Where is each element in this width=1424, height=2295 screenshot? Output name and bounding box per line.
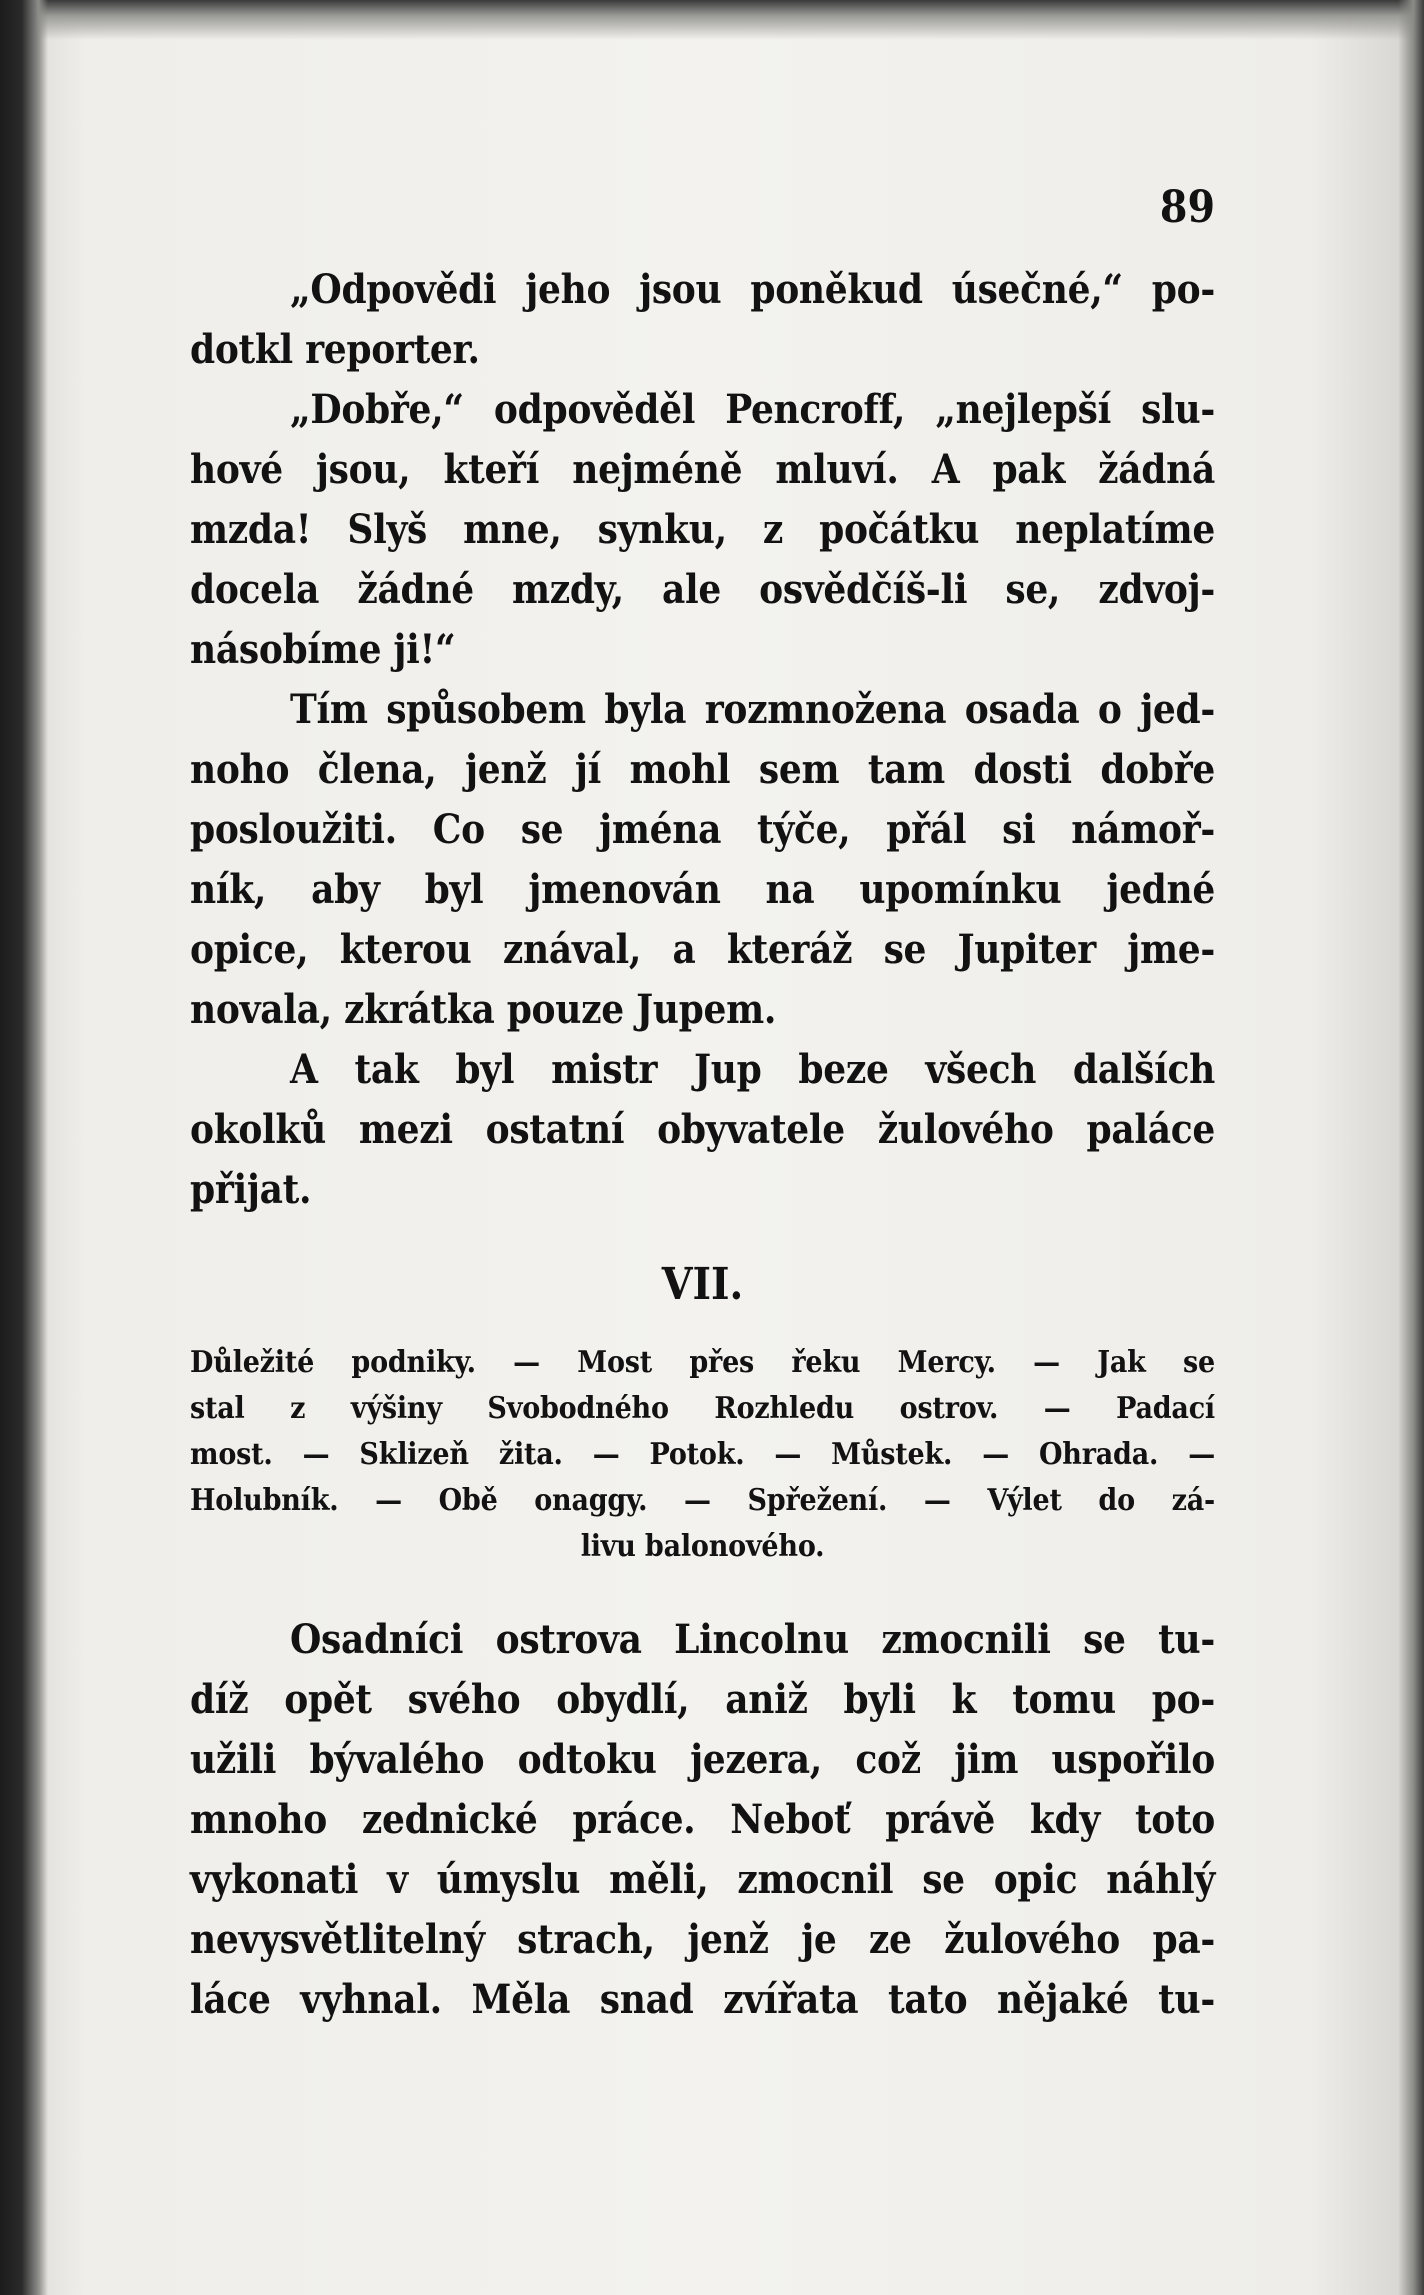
text-line: dotkl reporter. bbox=[190, 326, 480, 373]
text-line: užili bývalého odtoku jezera, což jim uspořilo bbox=[190, 1736, 1215, 1783]
body-text bbox=[190, 260, 1215, 2030]
text-line: hové jsou, kteří nejméně mluví. A pak žádná bbox=[190, 446, 1215, 493]
text-line: Osadníci ostrova Lincolnu zmocnili se tu- bbox=[290, 1616, 1215, 1663]
text-line: nevysvětlitelný strach, jenž je ze žulového pa- bbox=[190, 1916, 1215, 1963]
summary-line: most. — Sklizeň žita. — Potok. — Můstek. — Ohrada. — bbox=[190, 1437, 1215, 1472]
text-line: ník, aby byl jmenován na upomínku jedné bbox=[190, 866, 1215, 913]
summary-line: Holubník. — Obě onaggy. — Spřežení. — Výlet do zá- bbox=[190, 1483, 1215, 1518]
text-line: „Odpovědi jeho jsou poněkud úsečné,“ po- bbox=[290, 266, 1215, 313]
scan-shadow-top bbox=[0, 0, 1424, 40]
text-line: A tak byl mistr Jup beze všech dalších bbox=[290, 1046, 1215, 1093]
text-line: okolků mezi ostatní obyvatele žulového paláce bbox=[190, 1106, 1215, 1153]
text-line: mnoho zednické práce. Neboť právě kdy toto bbox=[190, 1796, 1215, 1843]
summary-line: stal z výšiny Svobodného Rozhledu ostrov. — Padací bbox=[190, 1391, 1215, 1426]
paragraph bbox=[190, 1610, 1215, 2030]
text-line: opice, kterou znával, a kteráž se Jupiter jme- bbox=[190, 926, 1215, 973]
text-line: docela žádné mzdy, ale osvědčíš-li se, zdvoj- bbox=[190, 566, 1215, 613]
chapter-summary bbox=[190, 1340, 1215, 1570]
text-line: noho člena, jenž jí mohl sem tam dosti dobře bbox=[190, 746, 1215, 793]
text-line: vykonati v úmyslu měli, zmocnil se opic náhlý bbox=[190, 1856, 1215, 1903]
text-line: Tím spůsobem byla rozmnožena osada o jed- bbox=[290, 686, 1215, 733]
text-line: novala, zkrátka pouze Jupem. bbox=[190, 986, 777, 1033]
text-line: „Dobře,“ odpověděl Pencroff, „nejlepší slu- bbox=[290, 386, 1215, 433]
text-line: násobíme ji!“ bbox=[190, 626, 456, 673]
text-line: mzda! Slyš mne, synku, z počátku neplatíme bbox=[190, 506, 1215, 553]
book-spine-shadow bbox=[0, 0, 48, 2295]
paragraph bbox=[190, 260, 1215, 380]
chapter-heading: VII. bbox=[661, 1259, 744, 1310]
paragraph bbox=[190, 380, 1215, 680]
paragraph bbox=[190, 1040, 1215, 1220]
summary-line: livu balonového. bbox=[580, 1529, 825, 1564]
scan-shadow-right bbox=[1398, 0, 1424, 2295]
text-line: díž opět svého obydlí, aniž byli k tomu po- bbox=[190, 1676, 1215, 1723]
paragraph bbox=[190, 680, 1215, 1040]
text-line: přijat. bbox=[190, 1166, 312, 1213]
text-line: posloužiti. Co se jména týče, přál si námoř- bbox=[190, 806, 1215, 853]
summary-line: Důležité podniky. — Most přes řeku Mercy. — Jak se bbox=[190, 1345, 1215, 1380]
page-number: 89 bbox=[1159, 182, 1215, 233]
text-line: láce vyhnal. Měla snad zvířata tato nějaké tu- bbox=[190, 1976, 1215, 2023]
